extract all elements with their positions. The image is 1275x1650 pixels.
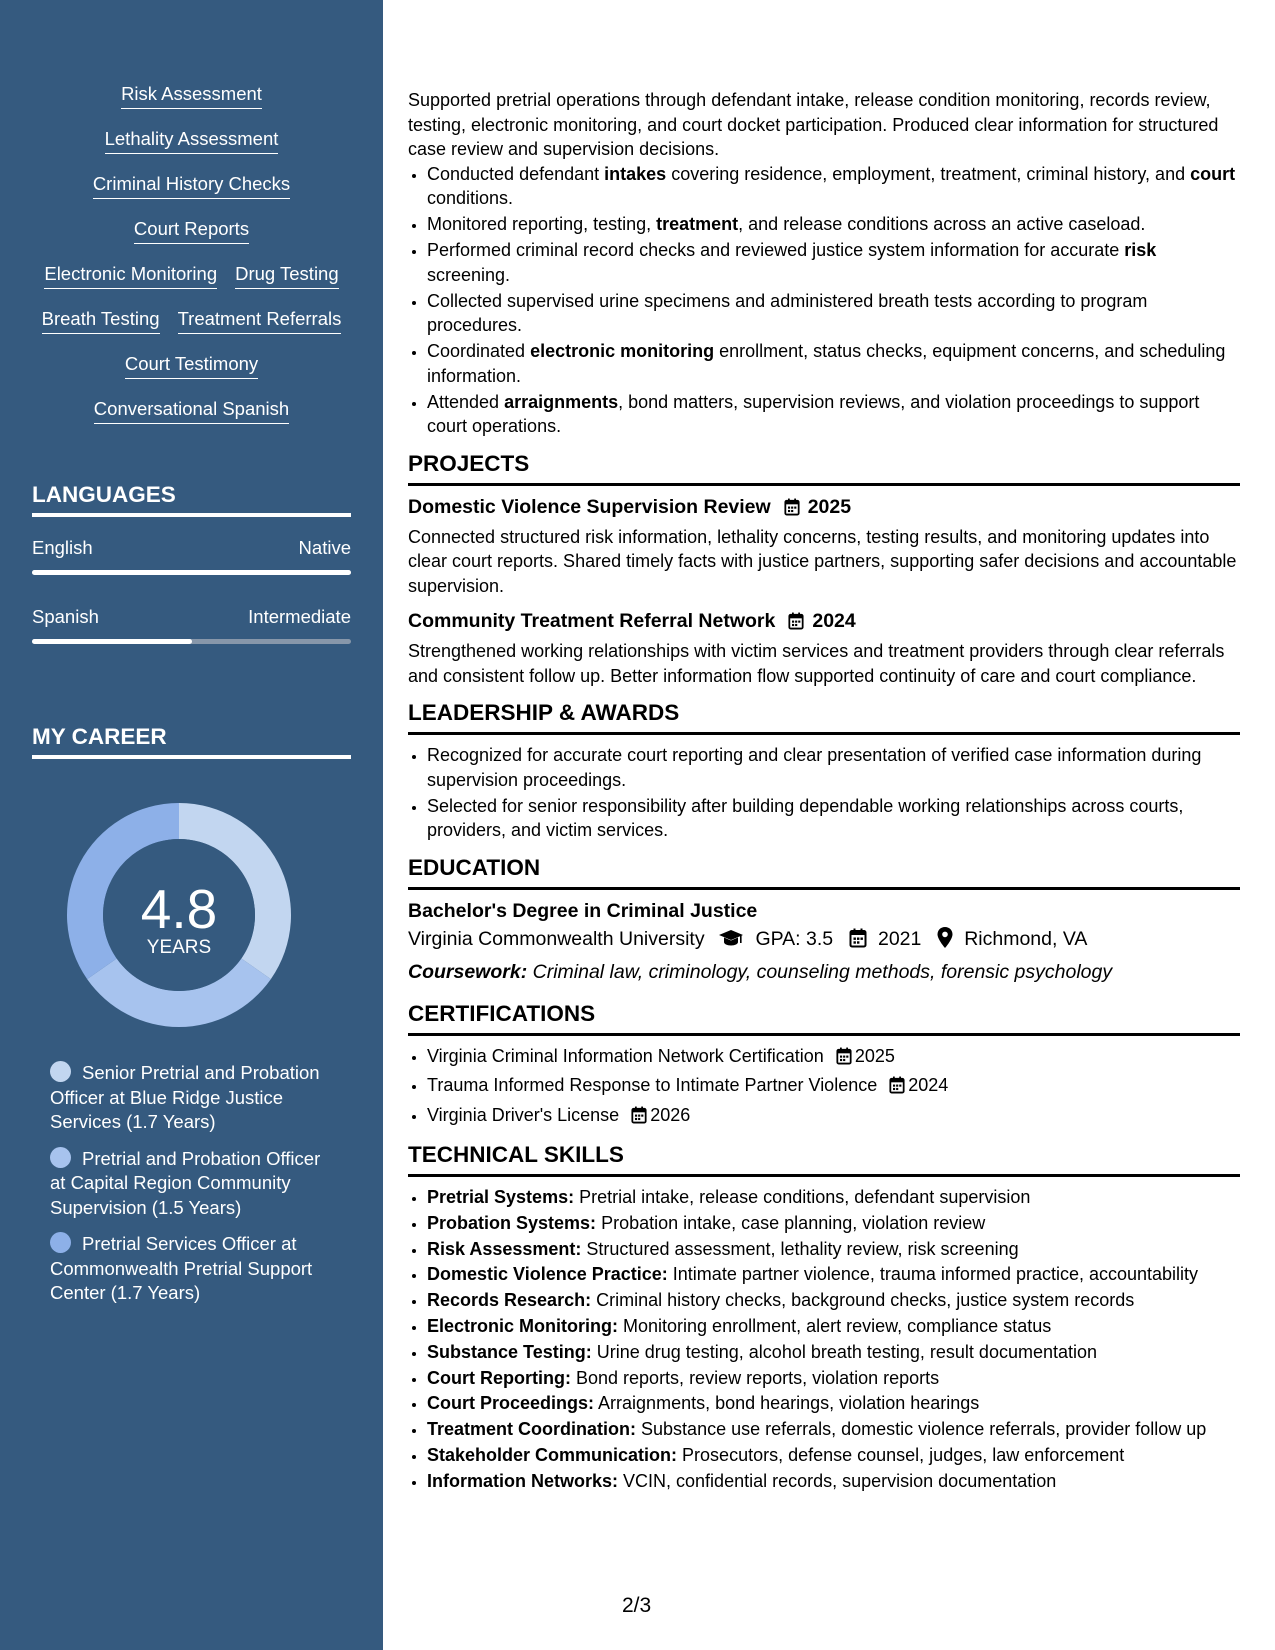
skill-row: [0, 307, 383, 352]
language-item: [32, 536, 351, 575]
career-list: [50, 1061, 340, 1318]
school-location: Richmond, VA: [964, 927, 1088, 950]
technical-skill-value: Intimate partner violence, trauma informed practice, accountability: [672, 1264, 1199, 1285]
technical-skill-value: VCIN, confidential records, supervision documentation: [623, 1470, 1057, 1491]
skill-row: [0, 127, 383, 172]
page-number: 2/3: [622, 1594, 652, 1617]
experience-bullet: [427, 339, 1240, 388]
project-title-row: [408, 608, 1240, 637]
calendar-icon: [849, 927, 867, 957]
bold-keyword: intakes: [604, 163, 667, 184]
career-total: 4.8: [140, 878, 218, 940]
leadership-heading: LEADERSHIP & AWARDS: [408, 700, 1240, 735]
education-details: [408, 924, 1240, 957]
experience-bullet: [427, 162, 1240, 211]
experience-bullets: [408, 162, 1240, 439]
technical-skill-value: Pretrial intake, release conditions, defendant supervision: [579, 1187, 1031, 1207]
skill-tag: Criminal History Checks: [93, 172, 290, 199]
calendar-icon: [889, 1076, 905, 1101]
skill-row: [0, 262, 383, 307]
certification-year: 2024: [908, 1075, 949, 1095]
bullet-text: enrollment, status checks, equipment concerns, and scheduling information.: [427, 341, 1226, 386]
experience-bullet: [427, 212, 1240, 237]
technical-skill-item: [427, 1262, 1240, 1287]
career-item: [50, 1061, 340, 1135]
bullet-text: Conducted defendant: [427, 163, 605, 184]
content-flow: [408, 88, 1240, 1495]
skill-tag: Electronic Monitoring: [44, 262, 217, 289]
language-level: Native: [298, 537, 351, 558]
bold-keyword: treatment: [656, 214, 739, 234]
language-level: Intermediate: [248, 606, 351, 627]
technical-skill-label: Information Networks:: [427, 1470, 619, 1491]
project-description: Strengthened working relationships with victim services and treatment providers through clear referrals and consistent follow up. Better information flow supported continuity of care and court compliance.: [408, 641, 1225, 686]
technical-skills-heading: TECHNICAL SKILLS: [408, 1142, 1240, 1177]
skill-tag: Risk Assessment: [121, 82, 262, 109]
coursework-label: Coursework:: [408, 960, 528, 983]
location-pin-icon: [937, 927, 953, 957]
sidebar: [0, 0, 383, 1650]
technical-skill-label: Probation Systems:: [427, 1212, 597, 1233]
leadership-item: • Selected for senior responsibility after building dependable working relationships across courts, providers, and victim services.: [427, 794, 1240, 843]
education-heading: EDUCATION: [408, 855, 1240, 890]
project-year: 2025: [807, 495, 852, 518]
project-title: Community Treatment Referral Network: [408, 610, 776, 632]
technical-skill-label: Domestic Violence Practice:: [427, 1264, 668, 1285]
certification-item: [427, 1103, 1240, 1131]
degree-title: Bachelor's Degree in Criminal Justice: [408, 899, 758, 922]
technical-skill-item: [427, 1469, 1240, 1494]
gpa: GPA: 3.5: [755, 927, 834, 950]
technical-skill-item: [427, 1211, 1240, 1236]
career-item: [50, 1147, 340, 1221]
technical-skill-item: [427, 1366, 1240, 1391]
technical-skill-label: Substance Testing:: [427, 1341, 592, 1362]
technical-skill-value: Prosecutors, defense counsel, judges, law enforcement: [682, 1444, 1125, 1465]
certification-item: [427, 1073, 1240, 1101]
bullet-text: Coordinated: [427, 341, 531, 361]
technical-skill-label: Court Proceedings:: [427, 1393, 595, 1414]
language-proficiency-fill: [32, 570, 351, 575]
certification-name: Virginia Criminal Information Network Certification: [427, 1045, 824, 1066]
career-text: Pretrial and Probation Officer at Capital Region Community Supervision (1.5 Years): [50, 1147, 321, 1218]
technical-skill-value: Structured assessment, lethality review, risk screening: [586, 1238, 1019, 1259]
bullet-text: covering residence, employment, treatment, criminal history, and: [666, 163, 1191, 184]
calendar-icon: [788, 611, 804, 637]
project-title-row: [408, 494, 1240, 523]
calendar-icon: [836, 1047, 852, 1072]
certification-year: 2026: [650, 1104, 691, 1125]
technical-skill-label: Pretrial Systems:: [427, 1187, 575, 1207]
coursework-text: Criminal law, criminology, counseling methods, forensic psychology: [532, 960, 1113, 983]
bullet-text: Collected supervised urine specimens and administered breath tests according to program procedures.: [427, 290, 1148, 335]
language-proficiency-fill: [32, 639, 192, 644]
technical-skill-item: [427, 1417, 1240, 1442]
bullet-text: screening.: [427, 264, 511, 285]
experience-bullet: [427, 390, 1240, 439]
graduation-cap-icon: [718, 927, 744, 957]
skill-tag: Breath Testing: [42, 307, 160, 334]
technical-skills-list: [408, 1185, 1240, 1493]
language-proficiency-bar: [32, 639, 351, 644]
project-description: Connected structured risk information, lethality concerns, testing results, and monitoring updates into clear court reports. Shared timely facts with justice partners, supporting safer decisions and accountable supervision.: [408, 526, 1237, 596]
leadership-item: • Recognized for accurate court reporting and clear presentation of verified case information during supervision proceedings.: [427, 743, 1240, 792]
certification-year: 2025: [854, 1045, 895, 1066]
technical-skill-item: [427, 1443, 1240, 1468]
technical-skill-item: [427, 1288, 1240, 1313]
technical-skill-value: Criminal history checks, background checks, justice system records: [596, 1290, 1135, 1311]
technical-skill-item: [427, 1185, 1240, 1210]
skill-row: [0, 82, 383, 127]
certifications-heading: CERTIFICATIONS: [408, 1001, 1240, 1036]
graduation-year: 2021: [877, 927, 922, 950]
career-color-dot: [50, 1147, 71, 1168]
experience-bullet: [427, 238, 1240, 287]
technical-skill-label: Risk Assessment:: [427, 1238, 582, 1259]
bold-keyword: arraignments: [504, 391, 619, 412]
career-heading: MY CAREER: [32, 724, 351, 759]
skill-tag: Treatment Referrals: [178, 307, 342, 334]
career-color-dot: [50, 1061, 71, 1082]
technical-skill-value: Arraignments, bond hearings, violation hearings: [598, 1393, 980, 1414]
skill-tag: Conversational Spanish: [94, 397, 289, 424]
projects-heading: PROJECTS: [408, 451, 1240, 486]
career-item: [50, 1232, 340, 1306]
school-name: Virginia Commonwealth University: [408, 927, 705, 950]
bold-keyword: electronic monitoring: [530, 341, 715, 361]
technical-skill-item: [427, 1314, 1240, 1339]
languages-heading: LANGUAGES: [32, 482, 351, 517]
certifications-list: [408, 1044, 1240, 1131]
language-proficiency-bar: [32, 570, 351, 575]
calendar-icon: [784, 497, 800, 523]
experience-summary: Supported pretrial operations through defendant intake, release condition monitoring, records review, testing, electronic monitoring, and court docket participation. Produced clear information for structured case review and supervision decisions.: [408, 90, 1219, 159]
technical-skill-value: Urine drug testing, alcohol breath testing, result documentation: [596, 1341, 1098, 1362]
skill-row: [0, 217, 383, 262]
technical-skill-value: Probation intake, case planning, violation review: [601, 1212, 986, 1233]
projects-list: [408, 494, 1240, 689]
bullet-text: , and release conditions across an active caseload.: [738, 214, 1146, 234]
bullet-text: conditions.: [427, 188, 514, 208]
bullet-text: Attended: [427, 391, 505, 412]
skill-row: [0, 352, 383, 397]
skill-row: [0, 172, 383, 217]
bullet-text: Performed criminal record checks and reviewed justice system information for accurate: [427, 240, 1125, 260]
calendar-icon: [631, 1106, 647, 1131]
technical-skill-item: [427, 1391, 1240, 1416]
skill-row: [0, 397, 383, 442]
bullet-text: , bond matters, supervision reviews, and violation proceedings to support court operations.: [427, 391, 1200, 436]
technical-skill-value: Monitoring enrollment, alert review, compliance status: [623, 1315, 1052, 1336]
technical-skill-label: Electronic Monitoring:: [427, 1315, 618, 1336]
skill-tag: Court Reports: [134, 217, 249, 244]
technical-skill-label: Court Reporting:: [427, 1367, 571, 1388]
skill-tag: Drug Testing: [235, 262, 339, 289]
technical-skill-item: [427, 1340, 1240, 1365]
career-unit: YEARS: [146, 937, 212, 958]
technical-skill-item: [427, 1237, 1240, 1262]
career-color-dot: [50, 1232, 71, 1253]
language-name: English: [32, 537, 93, 558]
technical-skill-value: Bond reports, review reports, violation reports: [576, 1367, 940, 1388]
bold-keyword: risk: [1124, 240, 1157, 260]
career-text: Pretrial Services Officer at Commonwealth Pretrial Support Center (1.7 Years): [50, 1233, 313, 1303]
project-year: 2024: [812, 610, 856, 632]
technical-skill-label: Stakeholder Communication:: [427, 1444, 678, 1465]
skills-list: [0, 82, 383, 442]
project-title: Domestic Violence Supervision Review: [408, 495, 771, 518]
language-item: [32, 605, 351, 644]
certification-name: Trauma Informed Response to Intimate Partner Violence: [427, 1075, 878, 1095]
bullet-text: Monitored reporting, testing,: [427, 214, 657, 234]
technical-skill-value: Substance use referrals, domestic violence referrals, provider follow up: [641, 1419, 1207, 1440]
language-name: Spanish: [32, 606, 99, 627]
skill-tag: Lethality Assessment: [105, 127, 279, 154]
leadership-list: [408, 743, 1240, 843]
technical-skill-label: Records Research:: [427, 1290, 592, 1311]
bold-keyword: court: [1190, 163, 1236, 184]
coursework: [408, 957, 1240, 987]
career-donut-chart: [64, 800, 294, 1030]
technical-skill-label: Treatment Coordination:: [427, 1419, 637, 1440]
certification-item: [427, 1044, 1240, 1072]
certification-name: Virginia Driver's License: [427, 1104, 620, 1125]
career-text: Senior Pretrial and Probation Officer at Blue Ridge Justice Services (1.7 Years): [50, 1062, 320, 1132]
experience-bullet: [427, 289, 1240, 338]
skill-tag: Court Testimony: [125, 352, 258, 379]
